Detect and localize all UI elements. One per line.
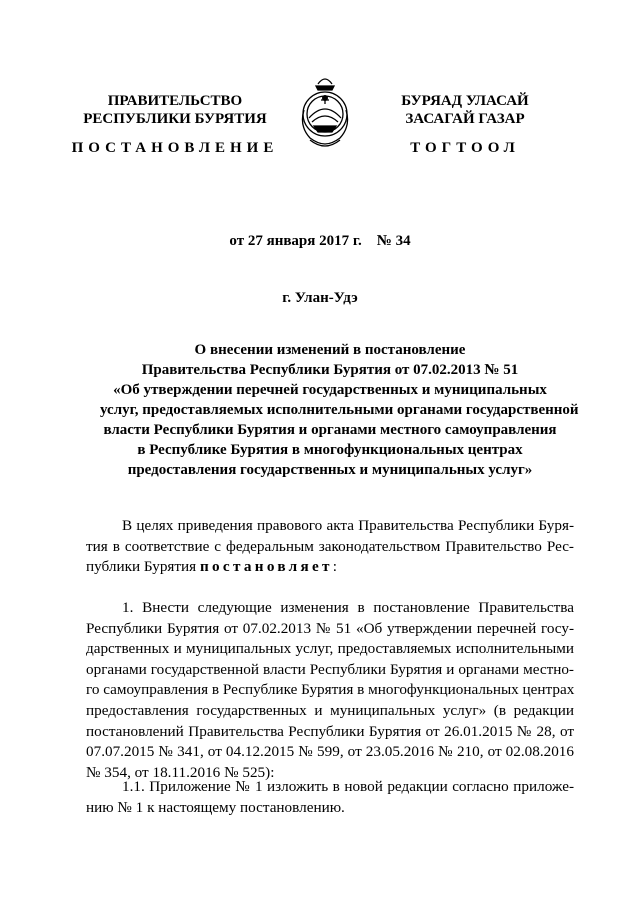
preamble-paragraph bbox=[86, 516, 574, 578]
item-1-1-paragraph bbox=[86, 777, 574, 818]
government-name-buryat bbox=[360, 92, 570, 128]
paragraph-line: Республики Бурятия от 07.02.2013 № 51 «Об утверждении перечней госу- bbox=[86, 619, 574, 637]
title-line: Правительства Республики Бурятия от 07.02.2013 № 51 bbox=[141, 362, 519, 378]
paragraph-line: 1.1. Приложение № 1 изложить в новой редакции согласно приложе- bbox=[122, 778, 574, 795]
title-line: власти Республики Бурятия и органами местного самоуправления bbox=[103, 422, 557, 438]
paragraph-line: нию № 1 к настоящему постановлению. bbox=[86, 798, 345, 816]
document-title bbox=[100, 340, 579, 480]
title-line: предоставления государственных и муниципальных услуг» bbox=[127, 462, 533, 478]
paragraph-line: 07.07.2015 № 341, от 04.12.2015 № 599, от 23.05.2016 № 210, от 02.08.2016 bbox=[86, 743, 574, 761]
document-city: г. Улан-Удэ bbox=[282, 290, 358, 306]
document-type-russian: ПОСТАНОВЛЕНИЕ bbox=[71, 140, 279, 156]
paragraph-line: го самоуправления в Республике Бурятия в многофункциональных центрах bbox=[86, 681, 575, 699]
title-line: в Республике Бурятия в многофункциональных центрах bbox=[137, 442, 523, 458]
paragraph-line: постановлений Правительства Республики Бурятия от 26.01.2015 № 28, от bbox=[86, 722, 574, 740]
government-name-buryat-line1: БУРЯАД УЛАСАЙ bbox=[401, 93, 529, 109]
paragraph-line: В целях приведения правового акта Правительства Республики Буря- bbox=[122, 517, 574, 534]
paragraph-line: дарственных и муниципальных услуг, предоставляемых исполнительными bbox=[86, 640, 574, 658]
item-1-paragraph bbox=[86, 598, 574, 783]
document-date-number: от 27 января 2017 г. № 34 bbox=[229, 233, 411, 249]
title-line: «Об утверждении перечней государственных и муниципальных bbox=[113, 382, 547, 398]
government-name-line1: ПРАВИТЕЛЬСТВО bbox=[107, 93, 243, 109]
paragraph-line: № 354, от 18.11.2016 № 525): bbox=[86, 763, 275, 781]
title-line: услуг, предоставляемых исполнительными органами государственной bbox=[100, 402, 579, 418]
preamble-colon: : bbox=[332, 558, 338, 576]
paragraph-line bbox=[86, 557, 574, 578]
paragraph-line: тия в соответствие с федеральным законодательством Правительство Рес- bbox=[86, 537, 574, 555]
document-type-buryat: ТОГТООЛ bbox=[410, 140, 520, 156]
government-name-buryat-line2: ЗАСАГАЙ ГАЗАР bbox=[405, 111, 525, 127]
paragraph-line: органами государственной власти Республики Бурятия и органами местно- bbox=[86, 660, 574, 678]
buryatia-coat-of-arms-icon bbox=[296, 70, 354, 156]
title-line: О внесении изменений в постановление bbox=[194, 342, 466, 358]
government-name-russian bbox=[60, 92, 290, 128]
government-name-line2: РЕСПУБЛИКИ БУРЯТИЯ bbox=[83, 111, 267, 127]
paragraph-line: 1. Внести следующие изменения в постановление Правительства bbox=[122, 599, 574, 616]
preamble-text: публики Бурятия bbox=[86, 558, 200, 576]
decree-keyword: постановляет bbox=[199, 558, 333, 576]
paragraph-line: предоставления государственных и муниципальных услуг» (в редакции bbox=[86, 701, 574, 719]
